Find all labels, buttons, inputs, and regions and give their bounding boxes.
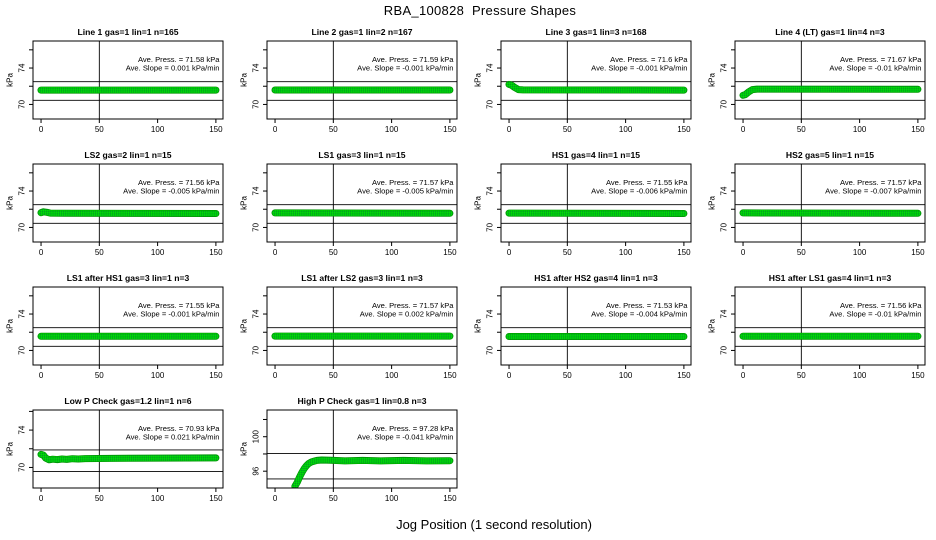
- subplot-hs1-after-ls1-gas-4-lin-1-n-3: [702, 268, 936, 391]
- x-tick-label: 150: [443, 494, 457, 503]
- y-axis-label: kPa: [5, 319, 15, 333]
- x-tick-label: 50: [328, 494, 338, 503]
- x-tick-label: 0: [272, 125, 278, 134]
- y-axis-label: kPa: [239, 442, 249, 456]
- y-axis-label: kPa: [5, 442, 15, 456]
- data-series-group: [743, 89, 918, 95]
- y-tick-label: 70: [251, 99, 261, 109]
- y-tick-label: 74: [17, 63, 27, 73]
- subplot-title: HS1 after LS1 gas=4 lin=1 n=3: [768, 273, 892, 283]
- x-tick-label: 0: [506, 248, 512, 257]
- subplot-title: LS1 gas=3 lin=1 n=15: [318, 150, 406, 160]
- plot-box: [735, 287, 925, 365]
- y-tick-label: 74: [485, 309, 495, 319]
- y-axis-label: kPa: [707, 319, 717, 333]
- x-tick-label: 50: [796, 248, 806, 257]
- subplot-line-1-gas-1-lin-1-n-165: [0, 22, 234, 145]
- y-tick-label: 70: [719, 222, 729, 232]
- ave-press-annotation: Ave. Press. = 71.6 kPa: [610, 55, 688, 64]
- x-tick-label: 0: [740, 371, 746, 380]
- y-tick-label: 74: [719, 309, 729, 319]
- subplot-ls2-gas-2-lin-1-n-15: [0, 145, 234, 268]
- data-series-group: [509, 84, 684, 90]
- plot-box: [267, 41, 457, 119]
- x-tick-label: 150: [443, 125, 457, 134]
- x-tick-label: 0: [272, 494, 278, 503]
- y-axis-label: kPa: [5, 196, 15, 210]
- ave-slope-annotation: Ave. Slope = -0.005 kPa/min: [357, 186, 454, 196]
- x-tick-label: 150: [209, 494, 223, 503]
- subplot-ls1-after-ls2-gas-3-lin-1-n-3: [234, 268, 468, 391]
- ave-press-annotation: Ave. Press. = 71.58 kPa: [137, 55, 220, 64]
- ave-slope-annotation: Ave. Slope = 0.021 kPa/min: [125, 432, 220, 442]
- subplot-hs1-after-hs2-gas-4-lin-1-n-3: [468, 268, 702, 391]
- ave-slope-annotation: Ave. Slope = -0.001 kPa/min: [357, 63, 454, 73]
- ave-press-annotation: Ave. Press. = 71.67 kPa: [839, 55, 922, 64]
- x-tick-label: 150: [911, 248, 925, 257]
- ave-slope-annotation: Ave. Slope = -0.005 kPa/min: [123, 186, 220, 196]
- x-tick-label: 50: [328, 371, 338, 380]
- x-tick-label: 150: [443, 371, 457, 380]
- ave-press-annotation: Ave. Press. = 71.57 kPa: [839, 178, 922, 187]
- x-tick-label: 150: [443, 248, 457, 257]
- ave-slope-annotation: Ave. Slope = -0.01 kPa/min: [829, 309, 922, 319]
- plot-box: [735, 41, 925, 119]
- ave-press-annotation: Ave. Press. = 71.55 kPa: [137, 301, 220, 310]
- x-tick-label: 150: [677, 125, 691, 134]
- y-tick-label: 70: [485, 345, 495, 355]
- x-tick-label: 100: [852, 125, 867, 134]
- x-tick-label: 150: [209, 371, 223, 380]
- y-tick-label: 74: [17, 425, 27, 435]
- ave-slope-annotation: Ave. Slope = -0.001 kPa/min: [591, 63, 688, 73]
- subplot-title: HS1 after HS2 gas=4 lin=1 n=3: [534, 273, 658, 283]
- y-tick-label: 70: [17, 462, 27, 472]
- x-tick-label: 0: [272, 371, 278, 380]
- x-tick-label: 0: [740, 125, 746, 134]
- subplot-title: LS2 gas=2 lin=1 n=15: [84, 150, 172, 160]
- figure-title: RBA_100828 Pressure Shapes: [383, 3, 577, 18]
- x-tick-label: 100: [150, 371, 165, 380]
- ave-press-annotation: Ave. Press. = 71.53 kPa: [605, 301, 688, 310]
- x-tick-label: 0: [506, 125, 512, 134]
- plot-box: [33, 41, 223, 119]
- x-tick-label: 100: [852, 248, 867, 257]
- ave-slope-annotation: Ave. Slope = 0.001 kPa/min: [125, 63, 220, 73]
- y-tick-label: 74: [251, 63, 261, 73]
- plot-box: [501, 41, 691, 119]
- ave-press-annotation: Ave. Press. = 70.93 kPa: [137, 424, 220, 433]
- data-series: [41, 212, 216, 214]
- x-tick-label: 0: [38, 494, 44, 503]
- y-tick-label: 70: [251, 345, 261, 355]
- x-tick-label: 100: [384, 494, 399, 503]
- ave-slope-annotation: Ave. Slope = -0.007 kPa/min: [825, 186, 922, 196]
- x-tick-label: 100: [384, 371, 399, 380]
- y-axis-label: kPa: [239, 73, 249, 87]
- x-tick-label: 50: [94, 125, 104, 134]
- y-axis-label: kPa: [473, 196, 483, 210]
- plot-box: [33, 410, 223, 488]
- subplot-title: HS1 gas=4 lin=1 n=15: [551, 150, 641, 160]
- x-tick-label: 0: [272, 248, 278, 257]
- y-tick-label: 70: [251, 222, 261, 232]
- y-tick-label: 74: [485, 63, 495, 73]
- data-series-group: [41, 454, 216, 459]
- x-tick-label: 50: [94, 248, 104, 257]
- x-tick-label: 150: [209, 248, 223, 257]
- y-axis-label: kPa: [473, 319, 483, 333]
- y-tick-label: 74: [719, 63, 729, 73]
- y-tick-label: 70: [485, 222, 495, 232]
- y-tick-label: 70: [17, 99, 27, 109]
- subplot-ls1-gas-3-lin-1-n-15: [234, 145, 468, 268]
- y-tick-label: 70: [719, 99, 729, 109]
- x-tick-label: 50: [328, 248, 338, 257]
- x-tick-label: 100: [384, 125, 399, 134]
- y-tick-label: 74: [251, 309, 261, 319]
- ave-slope-annotation: Ave. Slope = -0.006 kPa/min: [591, 186, 688, 196]
- ave-press-annotation: Ave. Press. = 71.57 kPa: [371, 301, 454, 310]
- plot-box: [267, 410, 457, 488]
- x-tick-label: 150: [209, 125, 223, 134]
- data-series-group: [41, 212, 216, 214]
- y-tick-label: 70: [17, 345, 27, 355]
- subplot-title: Line 3 gas=1 lin=3 n=168: [545, 27, 647, 37]
- subplot-title: Line 1 gas=1 lin=1 n=165: [77, 27, 179, 37]
- ave-press-annotation: Ave. Press. = 71.55 kPa: [605, 178, 688, 187]
- data-series-outline: [295, 460, 450, 486]
- plot-box: [501, 287, 691, 365]
- y-tick-label: 74: [17, 186, 27, 196]
- y-tick-label: 100: [251, 430, 261, 444]
- x-tick-label: 100: [618, 248, 633, 257]
- x-tick-label: 150: [911, 125, 925, 134]
- ave-slope-annotation: Ave. Slope = -0.001 kPa/min: [123, 309, 220, 319]
- x-tick-label: 100: [384, 248, 399, 257]
- y-axis-label: kPa: [707, 196, 717, 210]
- x-tick-label: 50: [562, 371, 572, 380]
- subplot-title: LS1 after HS1 gas=3 lin=1 n=3: [66, 273, 190, 283]
- x-tick-label: 150: [677, 248, 691, 257]
- subplot-line-2-gas-1-lin-2-n-167: [234, 22, 468, 145]
- data-series-group: [295, 460, 450, 486]
- subplot-line-3-gas-1-lin-3-n-168: [468, 22, 702, 145]
- y-axis-label: kPa: [473, 73, 483, 87]
- subplot-hs2-gas-5-lin-1-n-15: [702, 145, 936, 268]
- y-axis-label: kPa: [239, 319, 249, 333]
- x-tick-label: 150: [677, 371, 691, 380]
- x-tick-label: 50: [796, 371, 806, 380]
- x-tick-label: 50: [796, 125, 806, 134]
- x-tick-label: 100: [150, 494, 165, 503]
- x-tick-label: 100: [852, 371, 867, 380]
- y-tick-label: 96: [251, 466, 261, 476]
- ave-press-annotation: Ave. Press. = 71.56 kPa: [839, 301, 922, 310]
- subplot-title: LS1 after LS2 gas=3 lin=1 n=3: [301, 273, 423, 283]
- ave-slope-annotation: Ave. Slope = -0.004 kPa/min: [591, 309, 688, 319]
- y-tick-label: 70: [485, 99, 495, 109]
- ave-press-annotation: Ave. Press. = 71.56 kPa: [137, 178, 220, 187]
- subplot-low-p-check-gas-1-2-lin-1-n-6: [0, 391, 234, 514]
- subplot-hs1-gas-4-lin-1-n-15: [468, 145, 702, 268]
- subplot-title: High P Check gas=1 lin=0.8 n=3: [297, 396, 427, 406]
- y-axis-label: kPa: [5, 73, 15, 87]
- subplot-title: Line 2 gas=1 lin=2 n=167: [311, 27, 413, 37]
- x-tick-label: 100: [618, 371, 633, 380]
- plot-box: [33, 164, 223, 242]
- plot-box: [735, 164, 925, 242]
- ave-slope-annotation: Ave. Slope = -0.01 kPa/min: [829, 63, 922, 73]
- x-tick-label: 0: [38, 125, 44, 134]
- subplot-title: Line 4 (LT) gas=1 lin=4 n=3: [775, 27, 885, 37]
- x-tick-label: 50: [562, 125, 572, 134]
- subplot-high-p-check-gas-1-lin-0-8-n-3: [234, 391, 468, 514]
- x-tick-label: 0: [38, 371, 44, 380]
- ave-slope-annotation: Ave. Slope = 0.002 kPa/min: [359, 309, 454, 319]
- ave-press-annotation: Ave. Press. = 97.28 kPa: [371, 424, 454, 433]
- ave-press-annotation: Ave. Press. = 71.57 kPa: [371, 178, 454, 187]
- y-tick-label: 74: [17, 309, 27, 319]
- x-tick-label: 50: [328, 125, 338, 134]
- y-tick-label: 74: [719, 186, 729, 196]
- y-axis-label: kPa: [239, 196, 249, 210]
- plot-box: [267, 164, 457, 242]
- y-tick-label: 74: [485, 186, 495, 196]
- plots-grid: [0, 22, 936, 514]
- x-axis-label: Jog Position (1 second resolution): [396, 517, 592, 532]
- subplot-title: HS2 gas=5 lin=1 n=15: [785, 150, 875, 160]
- y-tick-label: 74: [251, 186, 261, 196]
- x-tick-label: 100: [150, 125, 165, 134]
- subplot-line-4-lt-gas-1-lin-4-n-3: [702, 22, 936, 145]
- plot-box: [267, 287, 457, 365]
- y-tick-label: 70: [17, 222, 27, 232]
- ave-slope-annotation: Ave. Slope = -0.041 kPa/min: [357, 432, 454, 442]
- x-tick-label: 50: [562, 248, 572, 257]
- plot-box: [501, 164, 691, 242]
- subplot-title: Low P Check gas=1.2 lin=1 n=6: [64, 396, 192, 406]
- ave-press-annotation: Ave. Press. = 71.59 kPa: [371, 55, 454, 64]
- x-tick-label: 100: [618, 125, 633, 134]
- x-tick-label: 50: [94, 371, 104, 380]
- x-tick-label: 150: [911, 371, 925, 380]
- x-tick-label: 100: [150, 248, 165, 257]
- y-tick-label: 70: [719, 345, 729, 355]
- y-axis-label: kPa: [707, 73, 717, 87]
- x-tick-label: 0: [740, 248, 746, 257]
- x-tick-label: 0: [506, 371, 512, 380]
- subplot-ls1-after-hs1-gas-3-lin-1-n-3: [0, 268, 234, 391]
- x-tick-label: 0: [38, 248, 44, 257]
- plot-box: [33, 287, 223, 365]
- x-tick-label: 50: [94, 494, 104, 503]
